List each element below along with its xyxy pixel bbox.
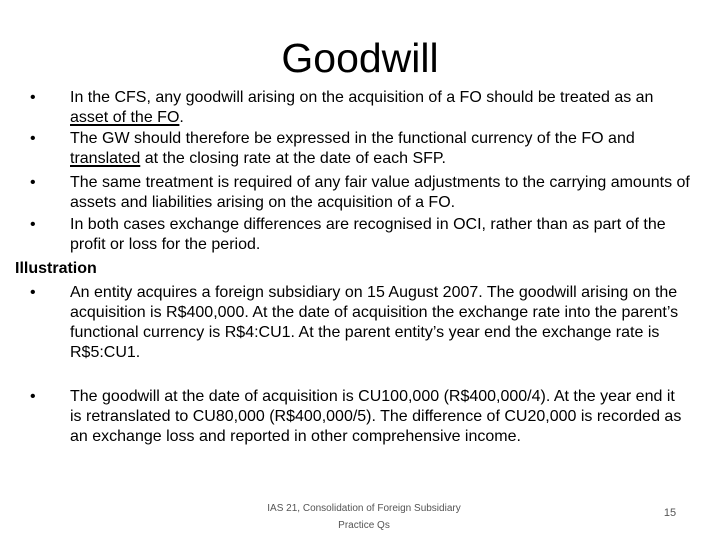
underlined-phrase: asset of the FO — [70, 109, 180, 126]
illustration-bullet-retranslation — [30, 387, 690, 447]
bullet-text: In the CFS, any goodwill arising on the acquisition of a FO should be treated as an asset of the FO. — [70, 89, 654, 126]
footer-line: Practice Qs — [338, 520, 390, 531]
footer-line: IAS 21, Consolidation of Foreign Subsidiary — [267, 503, 461, 514]
page-number: 15 — [663, 507, 677, 519]
bullet-fair-value — [30, 173, 690, 213]
bullet-functional-currency — [30, 129, 690, 169]
underlined-phrase: translated — [70, 150, 141, 167]
bullet-marker: • — [30, 174, 36, 191]
bullet-marker: • — [30, 216, 36, 233]
slide-title: Goodwill — [281, 35, 439, 81]
bullet-goodwill-asset — [30, 88, 690, 128]
bullet-marker: • — [30, 284, 36, 301]
bullet-text: An entity acquires a foreign subsidiary on 15 August 2007. The goodwill arising on the acquisition is R$400,000. At the date of acquisition the exchange rate into the parent’s functional currency is R$4:CU1. At the parent entity’s year end the exchange rate is R$5:CU1. — [70, 284, 679, 361]
bullet-marker: • — [30, 388, 36, 405]
bullet-text: The goodwill at the date of acquisition is CU100,000 (R$400,000/4). At the year end it is retranslated to CU80,000 (R$400,000/5). The difference of CU20,000 is recorded as an exchange loss and reported in other comprehensive income. — [70, 388, 682, 445]
illustration-bullet-acquisition — [30, 283, 690, 363]
bullet-marker: • — [30, 89, 36, 106]
bullet-text: In both cases exchange differences are recognised in OCI, rather than as part of the profit or loss for the period. — [70, 216, 666, 253]
slide-footer — [244, 500, 484, 534]
illustration-heading: Illustration — [15, 260, 97, 277]
bullet-exchange-differences — [30, 215, 690, 255]
bullet-text: The same treatment is required of any fair value adjustments to the carrying amounts of assets and liabilities arising on the acquisition of a FO. — [70, 174, 690, 211]
bullet-text: The GW should therefore be expressed in the functional currency of the FO and translated at the closing rate at the date of each SFP. — [70, 130, 635, 167]
bullet-marker: • — [30, 130, 36, 147]
